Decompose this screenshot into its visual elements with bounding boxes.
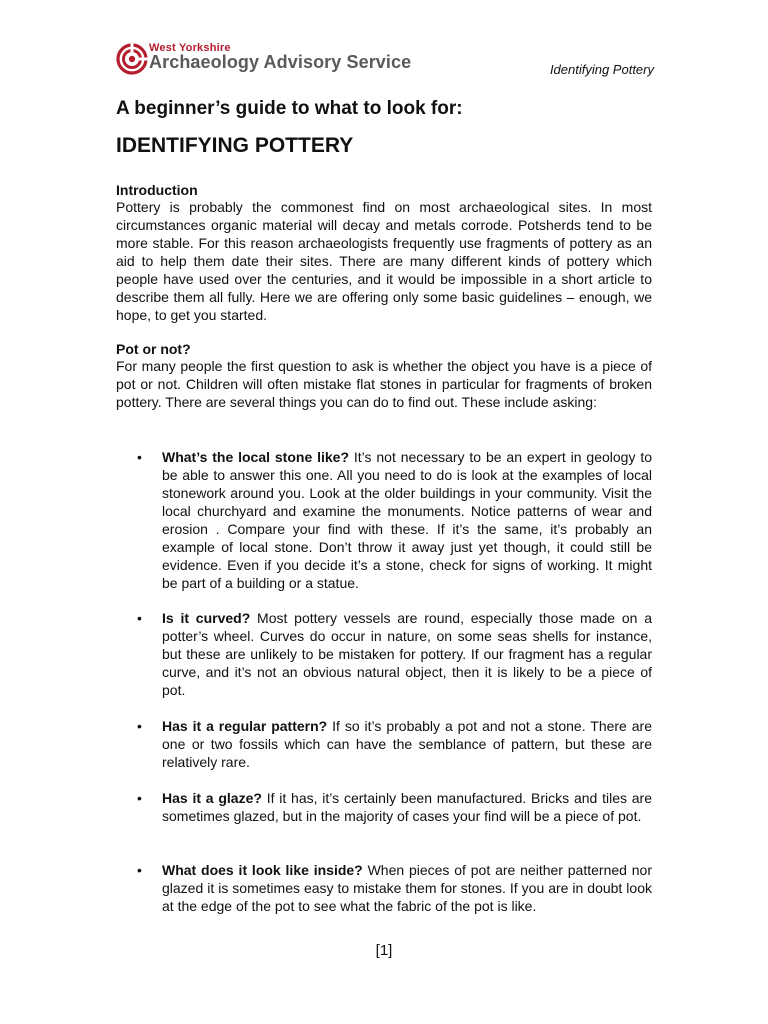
bullet-icon: • [137,790,142,806]
page-subtitle: A beginner’s guide to what to look for: [116,98,463,119]
list-item-text [162,789,652,825]
page-header [116,40,656,84]
list-item-lead: What’s the local stone like? [162,449,350,465]
list-item-body: If so it’s probably a pot and not a stone. There are one or two fossils which can have the semblance of pattern, but these are relatively rare. [162,718,652,770]
list-item-text [162,717,652,771]
list-item-body: It’s not necessary to be an expert in geology to be able to answer this one. All you need to do is look at the examples of local stonework around you. Look at the older buildings in your community. Visit the local churchyard and examine the monuments. Notice patterns of wear and erosion . Compare your find with these. If it’s the same, it’s probably an example of local stone. Don’t throw it away just yet though, it could still be evidence. Even if you decide it’s a stone, check for signs of working. It might be part of a building or a statue. [162,449,652,591]
bullet-icon: • [137,862,142,878]
list-item-text [162,861,652,915]
list-item-body: When pieces of pot are neither patterned nor glazed it is sometimes easy to mistake them for stones. If you are in doubt look at the edge of the pot to see what the fabric of the pot is like. [162,862,652,914]
logo-mark-icon [116,43,148,75]
bullet-icon: • [137,718,142,734]
bullet-icon: • [137,610,142,626]
intro-heading: Introduction [116,182,198,198]
running-title: Identifying Pottery [549,62,654,77]
page-title: IDENTIFYING POTTERY [116,134,354,157]
pot-or-not-heading: Pot or not? [116,341,191,357]
list-item-lead: Has it a regular pattern? [162,718,328,734]
list-item-body: If it has, it’s certainly been manufactured. Bricks and tiles are sometimes glazed, but in the majority of cases your find will be a piece of pot. [162,790,652,824]
list-item-lead: What does it look like inside? [162,862,363,878]
intro-paragraph: Pottery is probably the commonest find on most archaeological sites. In most circumstances organic material will decay and metals corrode. Potsherds tend to be more stable. For this reason archaeologists frequently use fragments of pottery as an aid to help them date their sites. There are many different kinds of pottery which people have used over the centuries, and it would be impossible in a short article to describe them all fully. Here we are offering only some basic guidelines – enough, we hope, to get you started. [116,199,652,323]
list-item-body: Most pottery vessels are round, especially those made on a potter’s wheel. Curves do occur in nature, on some seas shells for instance, but these are unlikely to be mistaken for pottery. If our fragment has a regular curve, and it’s not an obvious natural object, then it is likely to be a piece of pot. [162,610,652,698]
list-item-text [162,609,652,699]
logo-small-text: West Yorkshire [149,42,231,54]
list-item-lead: Has it a glaze? [162,790,262,806]
list-item-text [162,448,652,592]
logo-big-text: Archaeology Advisory Service [149,52,412,72]
pot-or-not-paragraph: For many people the first question to ask is whether the object you have is a piece of pot or not. Children will often mistake flat stones in particular for fragments of broken pottery. There are several things you can do to find out. These include asking: [116,358,652,410]
page-number: [1] [375,942,393,959]
bullet-icon: • [137,449,142,465]
logo [116,40,436,80]
list-item-lead: Is it curved? [162,610,251,626]
